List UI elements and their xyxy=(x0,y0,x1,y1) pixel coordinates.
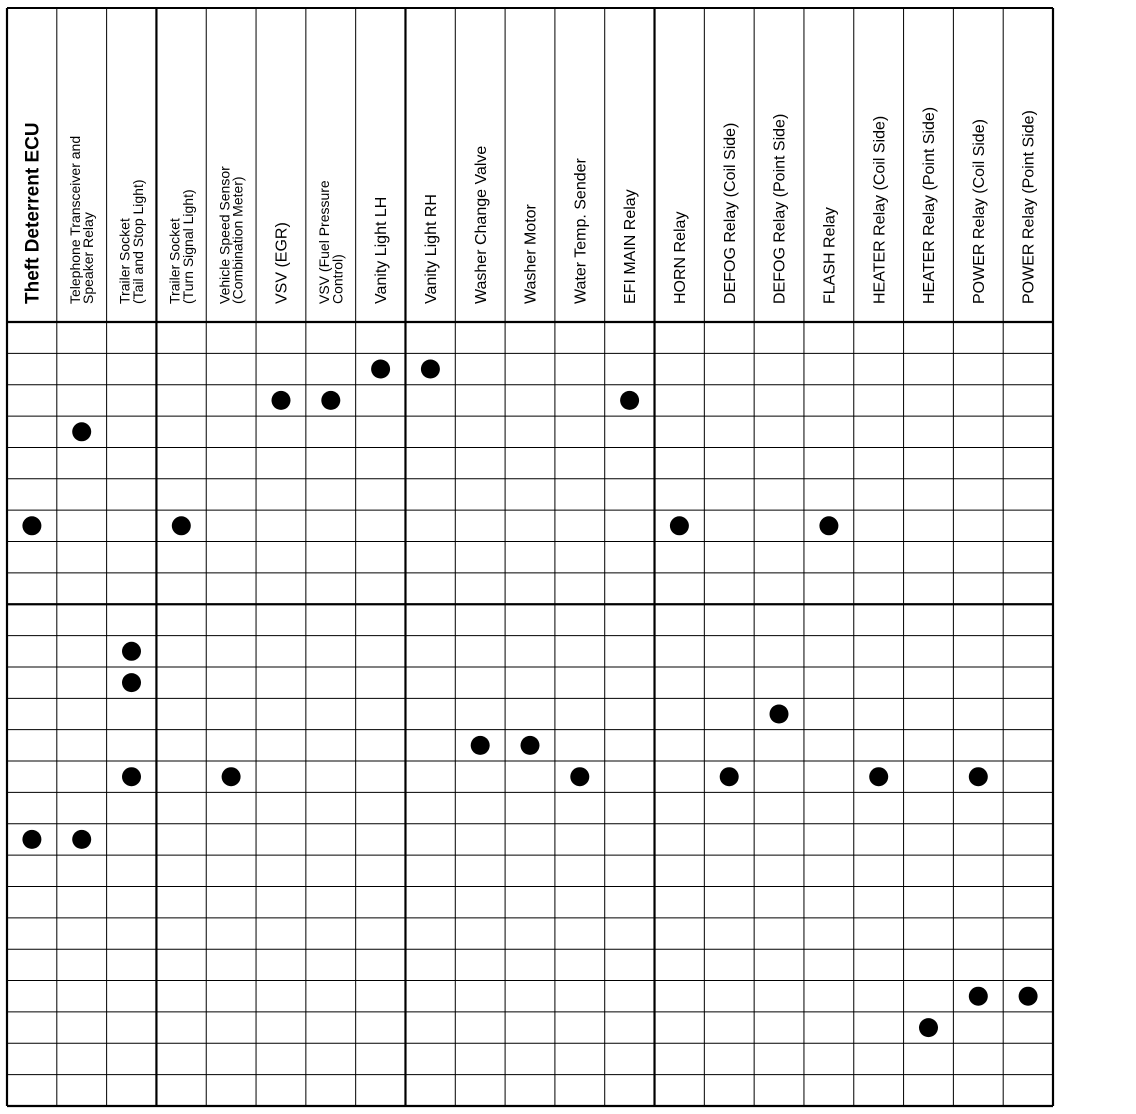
connection-dot xyxy=(471,736,490,755)
column-header xyxy=(373,197,390,304)
column-header xyxy=(473,146,490,304)
column-header-line: (Turn Signal Light) xyxy=(179,189,196,304)
column-header-line: FLASH Relay xyxy=(821,207,839,304)
column-header-line: HEATER Relay (Coil Side) xyxy=(871,115,889,304)
connection-dot xyxy=(819,516,838,535)
column-header-line: VSV (Fuel Pressure xyxy=(315,180,332,304)
column-header-line: Speaker Relay xyxy=(80,212,97,304)
connection-dot xyxy=(969,767,988,786)
connection-dot xyxy=(570,767,589,786)
connection-dot xyxy=(720,767,739,786)
connection-dot xyxy=(122,673,141,692)
column-header-line: Vanity Light RH xyxy=(422,194,440,304)
column-header-line: HORN Relay xyxy=(672,211,690,304)
column-header-line: Washer Motor xyxy=(522,204,540,304)
column-header-line: POWER Relay (Point Side) xyxy=(1020,110,1038,304)
column-header-line: Washer Change Valve xyxy=(472,145,490,304)
connection-dot xyxy=(969,987,988,1006)
column-header-line: DEFOG Relay (Coil Side) xyxy=(721,122,739,304)
column-header-line: Control) xyxy=(329,254,346,304)
column-header xyxy=(316,180,345,304)
connection-dot xyxy=(919,1018,938,1037)
connection-dot xyxy=(670,516,689,535)
connection-dot xyxy=(122,767,141,786)
connection-dot xyxy=(1019,987,1038,1006)
connection-dot xyxy=(272,391,291,410)
column-header-line: (Tail and Stop Light) xyxy=(130,179,147,304)
connection-dot xyxy=(22,516,41,535)
column-header xyxy=(23,122,44,304)
connection-dot xyxy=(869,767,888,786)
column-header xyxy=(572,157,589,304)
column-header xyxy=(117,179,146,304)
connection-dot xyxy=(222,767,241,786)
connection-dot xyxy=(770,705,789,724)
connection-dot xyxy=(371,360,390,379)
grid-lines xyxy=(7,8,1053,1106)
column-headers xyxy=(23,107,1038,304)
column-header xyxy=(622,189,639,304)
column-header xyxy=(871,116,888,304)
connection-dot xyxy=(122,642,141,661)
connection-dot xyxy=(22,830,41,849)
column-header-line: POWER Relay (Coil Side) xyxy=(970,119,988,304)
column-header-line: VSV (EGR) xyxy=(273,222,291,304)
connection-dot xyxy=(421,360,440,379)
column-header-line: HEATER Relay (Point Side) xyxy=(921,106,939,304)
column-header-line: Vehicle Speed Sensor xyxy=(216,166,233,304)
column-header xyxy=(423,194,440,304)
column-header-line: Trailer Socket xyxy=(166,218,183,304)
connection-dot xyxy=(72,830,91,849)
column-header xyxy=(216,166,245,304)
column-header xyxy=(67,136,96,304)
connection-dot xyxy=(321,391,340,410)
column-header xyxy=(274,222,291,304)
column-header-line: DEFOG Relay (Point Side) xyxy=(771,113,789,304)
column-header-line: Theft Deterrent ECU xyxy=(22,122,44,304)
column-header xyxy=(523,203,540,304)
column-header xyxy=(1021,110,1038,304)
connection-dot xyxy=(521,736,540,755)
connection-dot xyxy=(172,516,191,535)
column-header-line: Water Temp. Sender xyxy=(572,158,590,304)
column-header-line: Telephone Transceiver and xyxy=(66,135,83,304)
column-header xyxy=(821,207,838,304)
column-header xyxy=(672,212,689,304)
column-header-line: EFI MAIN Relay xyxy=(622,189,640,304)
connection-dot xyxy=(72,422,91,441)
column-header xyxy=(772,114,789,304)
column-header-line: (Combination Meter) xyxy=(229,176,246,304)
column-header xyxy=(722,123,739,304)
column-header xyxy=(167,189,196,304)
connection-dot xyxy=(620,391,639,410)
column-header-line: Vanity Light LH xyxy=(373,196,391,304)
column-header xyxy=(971,119,988,304)
column-header xyxy=(921,107,938,304)
column-header-line: Trailer Socket xyxy=(116,218,133,304)
